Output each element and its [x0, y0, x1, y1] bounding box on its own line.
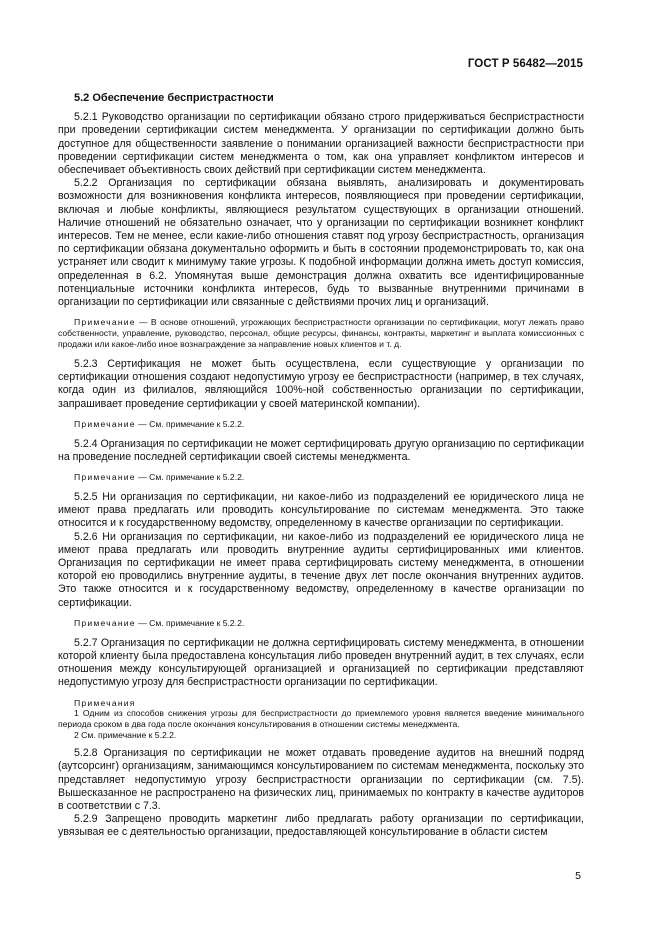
paragraph-5-2-4: 5.2.4 Организация по сертификации не может сертифицировать другую организацию по сертификации на проведение последней сертификации своей системы менеджмента. — [58, 437, 584, 463]
note-label: Примечание — [74, 317, 136, 328]
page-number: 5 — [575, 870, 581, 882]
note-dash: — — [135, 617, 150, 628]
note-5-2-6 — [74, 618, 584, 629]
note-dash: — — [135, 317, 151, 328]
notes-item-2: 2 См. примечание к 5.2.2. — [74, 730, 177, 741]
paragraph-5-2-9: 5.2.9 Запрещено проводить маркетинг либо предлагать работу организации по сертификации, увязывая ее с деятельностью организации, предоставляющей консультирование в области систем — [58, 813, 584, 839]
note-text: В основе отношений, угрожающих беспристрастности организации по сертификации, могут лежать право собственности, управление, руководство, персонал, общие ресурсы, финансы, контракты, маркетинг и выплата комиссионных с продажи или какое-либо иное вознаграждение за направление новых клиентов и т. д. — [58, 317, 584, 350]
paragraph-5-2-6: 5.2.6 Ни организация по сертификации, ни какое-либо из подразделений ее юридического лица не имеют права предлагать или проводить внутренние аудиты сертифицированных ими клиентов. Организация по сертификации не имеет права сертифицировать систему менеджмента, в отношении которой ею проводились внутренние аудиты, в течение двух лет после окончания внутренних аудитов. Это также относится и к государственному ведомству, определенному в качестве организации по сертификации. — [58, 530, 584, 609]
section-title: 5.2 Обеспечение беспристрастности — [74, 92, 274, 104]
paragraph-5-2-8: 5.2.8 Организация по сертификации не может отдавать проведение аудитов на внешний подряд (аутсорсинг) организациям, занимающимся консультированием по системам менеджмента, поскольку это представляет недопустимую угрозу беспристрастности организации по сертификации (см. 7.5). Вышесказанное не распространено на физических лиц, принимаемых по контракту в качестве аудиторов в соответствии с 7.3. — [58, 747, 584, 812]
notes-heading: Примечания — [74, 697, 136, 708]
note-text: См. примечание к 5.2.2. — [149, 418, 245, 429]
notes-item-1: 1 Одним из способов снижения угрозы для беспристрастности до приемлемого уровня является введение минимального периода сроком в два года после окончания консультирования в отношении системы менеджмента. — [58, 708, 584, 730]
note-label: Примечание — [74, 418, 136, 429]
note-text: См. примечание к 5.2.2. — [149, 617, 245, 628]
note-5-2-2 — [58, 317, 584, 350]
paragraph-5-2-2: 5.2.2 Организация по сертификации обязана выявлять, анализировать и документировать возможности для возникновения конфликта интересов, появляющиеся при проведении сертификации, включая и любые конфликты, являющиеся результатом существующих в организации отношений. Наличие отношений не обязательно означает, что у организации по сертификации возникнет конфликт интересов. Тем не менее, если какие-либо отношения ставят под угрозу беспристрастность, организация по сертификации обязана документально оформить и быть в состоянии продемонстрировать то, как она устраняет или сводит к минимуму такие угрозы. К подобной информации должна иметь доступ комиссия, определенная в 6.2. Упомянутая выше демонстрация должна охватить все идентифицированные потенциальные источники конфликта интересов, будь то вызванные внутренними причинами в организации по сертификации или связанные с действиями прочих лиц и организаций. — [58, 177, 584, 309]
standard-header: ГОСТ Р 56482—2015 — [467, 58, 583, 70]
document-body — [58, 92, 584, 840]
paragraph-5-2-7: 5.2.7 Организация по сертификации не должна сертифицировать систему менеджмента, в отношении которой клиенту была предоставлена консультация либо проведен внутренний аудит, в тех случаях, если отношения между консультирующей организацией и организацией по сертификации представляют недопустимую угрозу для беспристрастности организации по сертификации. — [58, 636, 584, 689]
note-5-2-3 — [74, 419, 584, 430]
note-text: См. примечание к 5.2.2. — [149, 472, 245, 483]
note-5-2-4 — [74, 472, 584, 483]
note-dash: — — [135, 418, 150, 429]
paragraph-5-2-5: 5.2.5 Ни организация по сертификации, ни какое-либо из подразделений ее юридического лица не имеют права предлагать или проводить консультирование по системам менеджмента. Это также относится и к государственному ведомству, определенному в качестве организации по сертификации. — [58, 491, 584, 530]
paragraph-5-2-1: 5.2.1 Руководство организации по сертификации обязано строго придерживаться беспристрастности при проведении сертификации систем менеджмента. У организации по сертификации должно быть доступное для общественности заявление о понимании организацией важности беспристрастности при проведении сертификации систем менеджмента о том, как она управляет конфликтом интересов и обеспечивает объективность своих действий при сертификации систем менеджмента. — [58, 111, 584, 177]
paragraph-5-2-3: 5.2.3 Сертификация не может быть осуществлена, если существующие у организации по сертификации отношения создают недопустимую угрозу ее беспристрастности (например, в тех случаях, когда один из филиалов, являющийся 100%-ной собственностью организации по сертификации, запрашивает проведение сертификации у своей материнской компании). — [58, 357, 584, 410]
note-dash: — — [135, 472, 150, 483]
note-label: Примечание — [74, 617, 136, 628]
note-label: Примечание — [74, 472, 136, 483]
